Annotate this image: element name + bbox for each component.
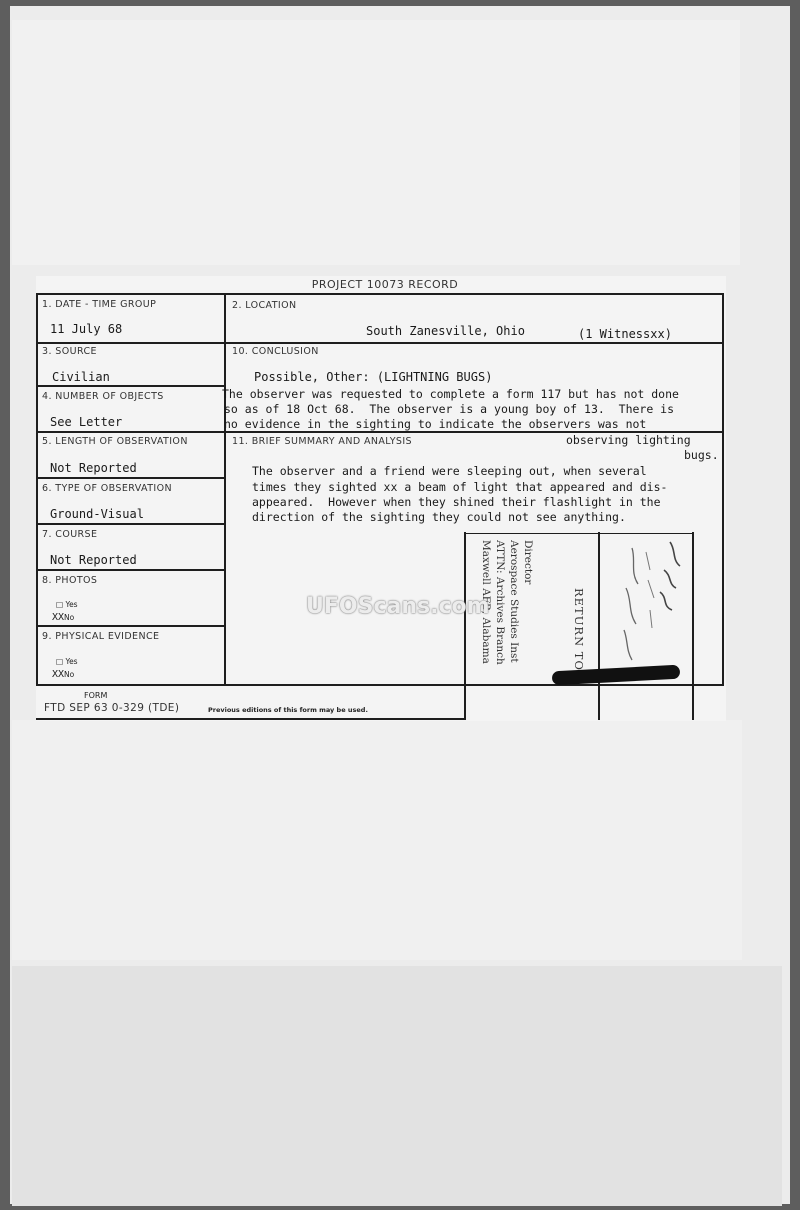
previous-editions-note: Previous editions of this form may be used. bbox=[208, 706, 368, 714]
form-title: PROJECT 10073 RECORD bbox=[311, 278, 459, 291]
conclusion-note-line: no evidence in the sighting to indicate the observers was not bbox=[224, 417, 647, 431]
summary-line: appeared. However when they shined their flashlight in the bbox=[252, 495, 661, 509]
typed-x-mark: XX bbox=[52, 669, 65, 680]
location-label: 2. LOCATION bbox=[232, 300, 297, 311]
location-value: South Zanesville, Ohio bbox=[366, 324, 525, 338]
row-divider bbox=[36, 569, 224, 571]
source-label: 3. SOURCE bbox=[42, 346, 97, 357]
form-id: FTD SEP 63 0-329 (TDE) bbox=[44, 702, 180, 714]
photos-no-option: XXNo bbox=[52, 612, 75, 623]
source-value: Civilian bbox=[52, 370, 110, 384]
form-border-top bbox=[36, 293, 724, 295]
stamp-line: ATTN: Archives Branch bbox=[494, 540, 506, 665]
stamp-line: Maxwell AFB, Alabama bbox=[480, 540, 492, 664]
form-border-left bbox=[36, 293, 38, 685]
summary-continuation: bugs. bbox=[684, 448, 719, 462]
row-divider bbox=[36, 385, 224, 387]
blank-area-middle bbox=[12, 720, 742, 960]
typed-x-mark: XX bbox=[52, 612, 65, 623]
blank-area-top bbox=[12, 20, 740, 265]
stamp-return-to: RETURN TO bbox=[572, 588, 586, 671]
stamp-border-top bbox=[464, 533, 694, 534]
handwritten-note bbox=[602, 540, 702, 670]
summary-line: direction of the sighting they could not see anything. bbox=[252, 510, 626, 524]
number-of-objects-label: 4. NUMBER OF OBJECTS bbox=[42, 391, 164, 402]
course-value: Not Reported bbox=[50, 553, 137, 567]
number-of-objects-value: See Letter bbox=[50, 415, 123, 429]
footer-line bbox=[36, 718, 466, 720]
stamp-border-left bbox=[464, 532, 466, 720]
blank-area-bottom bbox=[12, 966, 782, 1206]
length-of-observation-label: 5. LENGTH OF OBSERVATION bbox=[42, 436, 188, 447]
photos-label: 8. PHOTOS bbox=[42, 575, 98, 586]
row-divider bbox=[36, 625, 224, 627]
row-divider bbox=[36, 523, 224, 525]
type-of-observation-label: 6. TYPE OF OBSERVATION bbox=[42, 483, 172, 494]
stamp-line: Director bbox=[522, 540, 534, 585]
summary-continuation: observing lighting bbox=[566, 433, 691, 447]
summary-label: 11. BRIEF SUMMARY AND ANALYSIS bbox=[232, 436, 412, 447]
witness-note: (1 Witnessxx) bbox=[578, 327, 672, 341]
row-divider bbox=[36, 477, 224, 479]
physical-evidence-label: 9. PHYSICAL EVIDENCE bbox=[42, 631, 160, 642]
length-of-observation-value: Not Reported bbox=[50, 461, 137, 475]
checkbox-icon: □ bbox=[56, 600, 64, 609]
conclusion-value: Possible, Other: (LIGHTNING BUGS) bbox=[254, 370, 493, 384]
form-border-right bbox=[722, 293, 724, 685]
type-of-observation-value: Ground-Visual bbox=[50, 507, 144, 521]
physical-yes-option: □ Yes bbox=[56, 657, 78, 666]
conclusion-note-line: so as of 18 Oct 68. The observer is a young boy of 13. There is bbox=[224, 402, 675, 416]
summary-line: times they sighted xx a beam of light that appeared and dis- bbox=[252, 480, 668, 494]
date-time-value: 11 July 68 bbox=[50, 322, 123, 336]
stamp-line: Aerospace Studies Inst bbox=[508, 540, 520, 663]
conclusion-note-line: The observer was requested to complete a form 117 but has not done bbox=[222, 387, 679, 401]
checkbox-icon: □ bbox=[56, 657, 64, 666]
row-divider bbox=[36, 342, 724, 344]
conclusion-label: 10. CONCLUSION bbox=[232, 346, 319, 357]
watermark: UFOScans.com bbox=[306, 594, 490, 619]
course-label: 7. COURSE bbox=[42, 529, 98, 540]
date-time-label: 1. DATE - TIME GROUP bbox=[42, 299, 157, 310]
physical-no-option: XXNo bbox=[52, 669, 75, 680]
photos-yes-option: □ Yes bbox=[56, 600, 78, 609]
form-word: FORM bbox=[84, 691, 108, 700]
summary-line: The observer and a friend were sleeping out, when several bbox=[252, 464, 647, 478]
column-divider bbox=[224, 293, 226, 685]
